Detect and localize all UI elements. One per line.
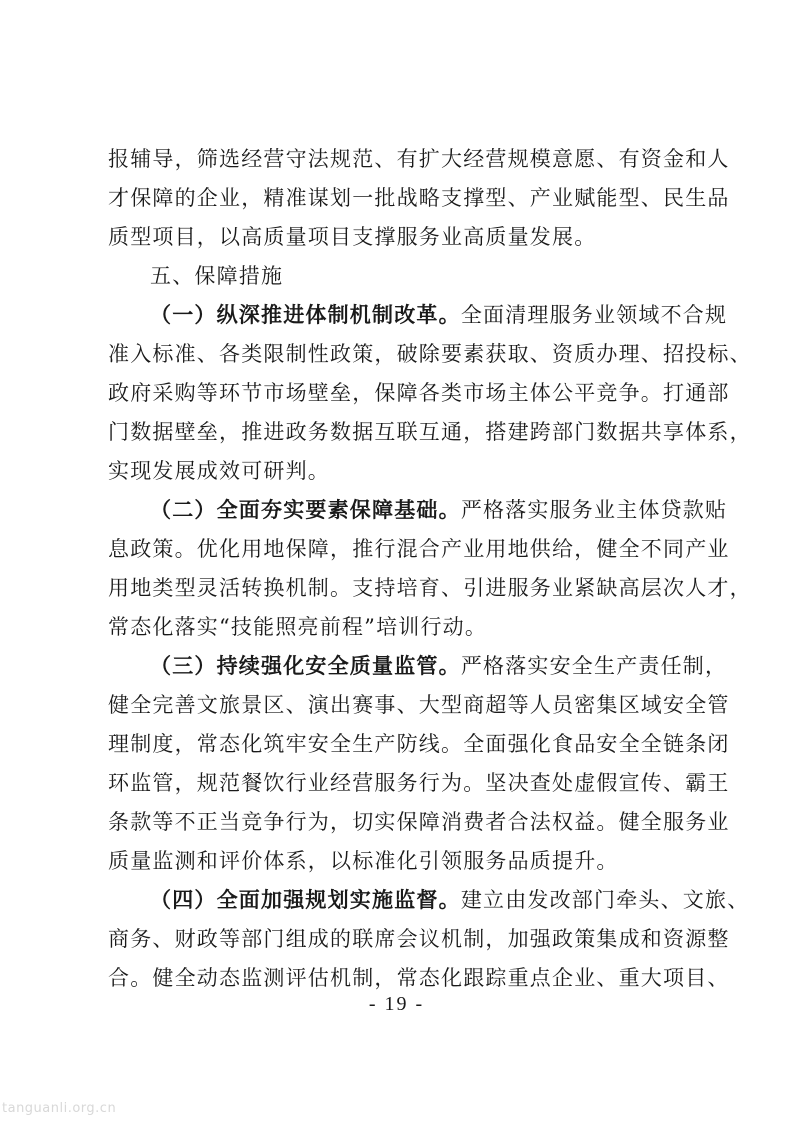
- body-line: 合。健全动态监测评估机制，常态化跟踪重点企业、重大项目、: [108, 966, 730, 990]
- body-line: 准入标准、各类限制性政策，破除要素获取、资质办理、招投标、: [108, 342, 752, 366]
- body-line: 门数据壁垒，推进政务数据互联互通，搭建跨部门数据共享体系，: [108, 420, 752, 444]
- body-line: 常态化落实“技能照亮前程”培训行动。: [108, 615, 488, 639]
- paragraph-3-first-line-text: 严格落实安全生产责任制，: [460, 654, 728, 678]
- paragraph-2-first-line-text: 严格落实服务业主体贷款贴: [460, 498, 728, 522]
- paragraph-4-heading: （四）全面加强规划实施监督。: [150, 887, 461, 912]
- section-heading: 五、保障措施: [150, 264, 284, 288]
- paragraph-3-first-line: [150, 647, 728, 685]
- body-line: 理制度，常态化筑牢安全生产防线。全面强化食品安全全链条闭: [108, 732, 730, 756]
- paragraph-4-first-line-text: 建立由发改部门牵头、文旅、: [460, 888, 750, 912]
- body-line: 条款等不正当竞争行为，切实保障消费者合法权益。健全服务业: [108, 810, 730, 834]
- body-line: 健全完善文旅景区、演出赛事、大型商超等人员密集区域安全管: [108, 693, 730, 717]
- paragraph-3-heading: （三）持续强化安全质量监管。: [150, 653, 461, 678]
- paragraph-2-first-line: [150, 491, 728, 529]
- body-line: 环监管，规范餐饮行业经营服务行为。坚决查处虚假宣传、霸王: [108, 771, 730, 795]
- body-line: 报辅导，筛选经营守法规范、有扩大经营规模意愿、有资金和人: [108, 147, 730, 171]
- body-line: 商务、财政等部门组成的联席会议机制，加强政策集成和资源整: [108, 927, 730, 951]
- watermark: tanguanli.org.cn: [2, 1101, 117, 1116]
- body-line: 质量监测和评价体系，以标准化引领服务品质提升。: [108, 849, 619, 873]
- paragraph-1-first-line: [150, 296, 728, 334]
- paragraph-1-first-line-text: 全面清理服务业领域不合规: [460, 303, 728, 327]
- body-line: 质型项目，以高质量项目支撑服务业高质量发展。: [108, 225, 597, 249]
- body-line: 用地类型灵活转换机制。支持培育、引进服务业紧缺高层次人才，: [108, 576, 752, 600]
- paragraph-2-heading: （二）全面夯实要素保障基础。: [150, 497, 461, 522]
- paragraph-4-first-line: [150, 881, 750, 919]
- body-line: 实现发展成效可研判。: [108, 459, 330, 483]
- body-line: 息政策。优化用地保障，推行混合产业用地供给，健全不同产业: [108, 537, 730, 561]
- body-line: 才保障的企业，精准谋划一批战略支撑型、产业赋能型、民生品: [108, 186, 730, 210]
- page-number: - 19 -: [368, 993, 425, 1015]
- paragraph-1-heading: （一）纵深推进体制机制改革。: [150, 302, 461, 327]
- body-line: 政府采购等环节市场壁垒，保障各类市场主体公平竞争。打通部: [108, 381, 730, 405]
